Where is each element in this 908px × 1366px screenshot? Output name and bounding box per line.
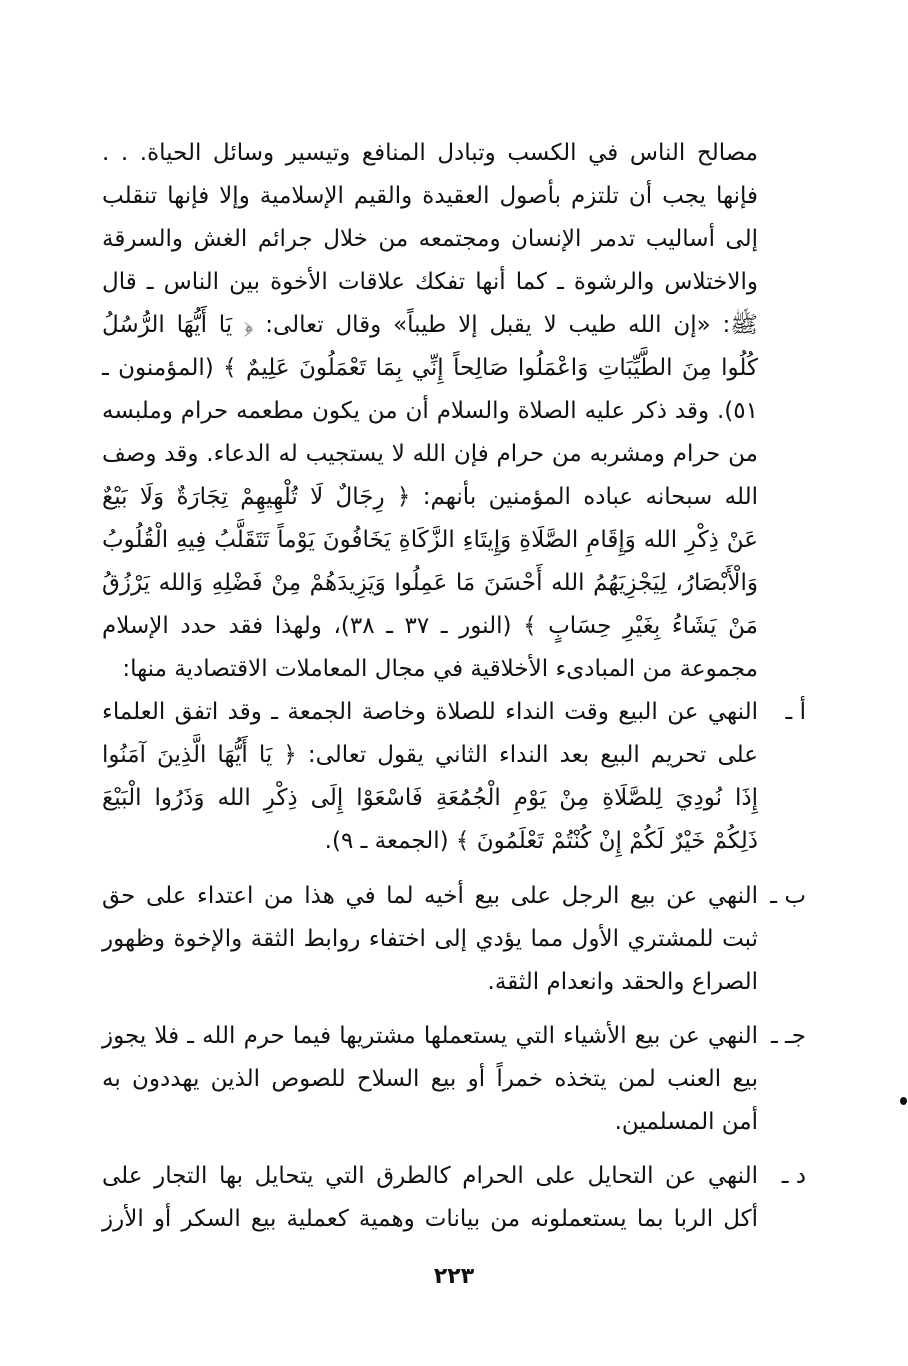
text-line: أمن المسلمين. [614, 1109, 758, 1135]
text-line: مصالح الناس في الكسب وتبادل المنافع وتيسير وسائل الحياة. . . [102, 140, 758, 166]
text-line: مَنْ يَشَاءُ بِغَيْرِ حِسَابٍ ﴾ (النور ـ ٣٧ ـ ٣٨)، ولهذا فقد حدد الإسلام [102, 613, 758, 639]
text-line: الصراع والحقد وانعدام الثقة. [487, 969, 758, 995]
list-marker: أ ـ [785, 699, 806, 725]
text-line: أكل الربا بما يستعملونه من بيانات وهمية كعملية بيع السكر أو الأرز [102, 1206, 758, 1232]
text-line: النهي عن التحايل على الحرام كالطرق التي يتحايل بها التجار على [102, 1163, 758, 1189]
text-line: كُلُوا مِنَ الطَّيِّبَاتِ وَاعْمَلُوا صَالِحاً إِنِّي بِمَا تَعْمَلُونَ عَلِيمٌ ﴾ (المؤمنون ـ [102, 355, 758, 381]
text-line: ثبت للمشتري الأول مما يؤدي إلى اختفاء روابط الثقة والإخوة وظهور [102, 926, 758, 952]
text-line: النهي عن بيع الرجل على بيع أخيه لما في هذا من اعتداء على حق [102, 883, 758, 909]
text-line: النهي عن البيع وقت النداء للصلاة وخاصة الجمعة ـ وقد اتفق العلماء [102, 699, 758, 725]
list-marker: ب ـ [770, 883, 806, 909]
scan-speck [900, 1097, 907, 1105]
text-line: بيع العنب لمن يتخذه خمراً أو بيع السلاح للصوص الذين يهددون به [102, 1066, 758, 1092]
text-line: فإنها يجب أن تلتزم بأصول العقيدة والقيم الإسلامية وإلا فإنها تنقلب [102, 183, 758, 209]
list-marker: د ـ [781, 1163, 806, 1189]
text-line: والاختلاس والرشوة ـ كما أنها تفكك علاقات الأخوة بين الناس ـ قال [102, 269, 758, 295]
text-line: عَنْ ذِكْرِ الله وَإِقَامِ الصَّلَاةِ وَإِيتَاءِ الزَّكَاةِ يَخَافُونَ يَوْماً تَتَقَلَّبُ فِيهِ الْقُلُوبُ [102, 527, 758, 553]
text-line: النهي عن بيع الأشياء التي يستعملها مشتريها فيما حرم الله ـ فلا يجوز [102, 1023, 758, 1049]
page-number: ٢٢٣ [433, 1264, 475, 1289]
text-line: من حرام ومشربه من حرام فإن الله لا يستجيب له الدعاء. وقد وصف [102, 441, 758, 467]
text-line: مجموعة من المبادىء الأخلاقية في مجال المعاملات الاقتصادية منها: [122, 656, 758, 682]
text-line: ذَلِكُمْ خَيْرٌ لَكُمْ إِنْ كُنْتُمْ تَعْلَمُونَ ﴾ (الجمعة ـ ٩). [324, 828, 758, 854]
text-line: إلى أساليب تدمر الإنسان ومجتمعه من خلال جرائم الغش والسرقة [102, 226, 758, 252]
text-line: وَالْأَبْصَارُ، لِيَجْزِيَهُمُ الله أَحْسَنَ مَا عَمِلُوا وَيَزِيدَهُمْ مِنْ فَضْلِهِ وَالله يَرْزُقُ [102, 570, 758, 596]
text-line: على تحريم البيع بعد النداء الثاني يقول تعالى: ﴿ يَا أَيُّهَا الَّذِينَ آمَنُوا [102, 742, 758, 768]
text-line: إِذَا نُودِيَ لِلصَّلَاةِ مِنْ يَوْمِ الْجُمُعَةِ فَاسْعَوْا إِلَى ذِكْرِ الله وَذَرُوا الْبَيْعَ [102, 785, 758, 811]
text-line: الله سبحانه عباده المؤمنين بأنهم: ﴿ رِجَالٌ لَا تُلْهِيهِمْ تِجَارَةٌ وَلَا بَيْعٌ [102, 484, 758, 510]
text-line: ٥١). وقد ذكر عليه الصلاة والسلام أن من يكون مطعمه حرام وملبسه [102, 398, 758, 424]
text-line: ﷺ: «إن الله طيب لا يقبل إلا طيباً» وقال تعالى: ﴿ يَا أَيُّهَا الرُّسُلُ [102, 312, 758, 338]
list-marker: جـ ـ [770, 1023, 806, 1049]
